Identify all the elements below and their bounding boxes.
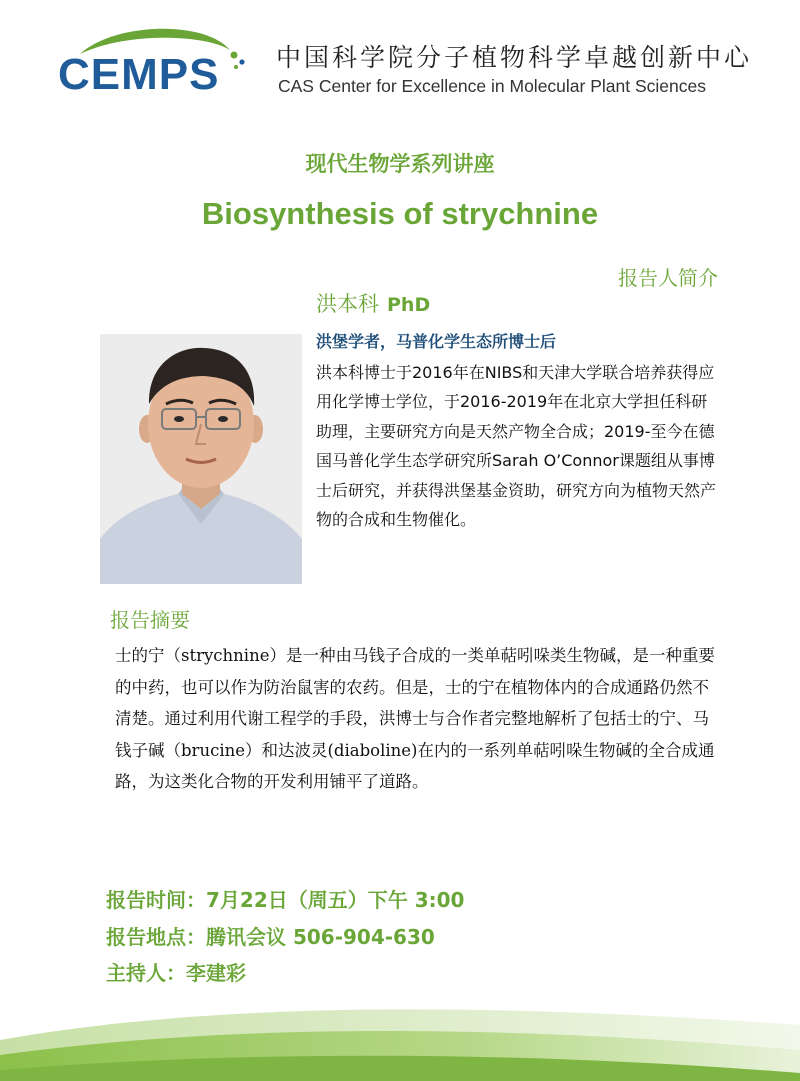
institute-name-english: CAS Center for Excellence in Molecular Plant Sciences (278, 76, 706, 96)
speaker-position: 洪堡学者，马普化学生态所博士后 (316, 332, 557, 351)
speaker-name-line (316, 288, 430, 318)
speaker-bio: 洪本科博士于2016年在NIBS和天津大学联合培养获得应用化学博士学位，于2016-2019年在北京大学担任科研助理，主要研究方向是天然产物全合成；2019-至今在德国马普化学生态学研究所Sarah O’Connor课题组从事博士后研究，并获得洪堡基金资助，研究方向为植物天然产物的合成和生物催化。 (316, 363, 717, 530)
abstract-text: 士的宁（strychnine）是一种由马钱子合成的一类单萜吲哚类生物碱，是一种重要的中药，也可以作为防治鼠害的农药。但是，士的宁在植物体内的合成通路仍然不清楚。通过利用代谢工程学的手段，洪博士与合作者完整地解析了包括士的宁、马钱子碱（brucine）和达波灵(diaboline)在内的一系列单萜吲哚生物碱的全合成通路，为这类化合物的开发利用铺平了道路。 (115, 646, 715, 791)
footer-wave-decoration (0, 995, 800, 1081)
talk-title: Biosynthesis of strychnine (201, 196, 599, 231)
lecture-series-title: 现代生物学系列讲座 (305, 152, 495, 176)
institute-name-chinese: 中国科学院分子植物科学卓越创新中心 (276, 43, 753, 72)
speaker-photo (100, 334, 302, 584)
talk-location: 报告地点：腾讯会议 506-904-630 (106, 925, 435, 949)
speaker-name: 洪本科 (316, 292, 379, 316)
talk-host: 主持人：李建彩 (106, 961, 246, 985)
abstract-heading: 报告摘要 (110, 608, 190, 632)
speaker-section-heading: 报告人简介 (618, 266, 718, 290)
cemps-logo: CEMPS (58, 50, 220, 99)
talk-time: 报告时间：7月22日（周五）下午 3:00 (106, 888, 465, 912)
speaker-portrait-image (100, 334, 302, 584)
speaker-degree: PhD (387, 294, 431, 316)
